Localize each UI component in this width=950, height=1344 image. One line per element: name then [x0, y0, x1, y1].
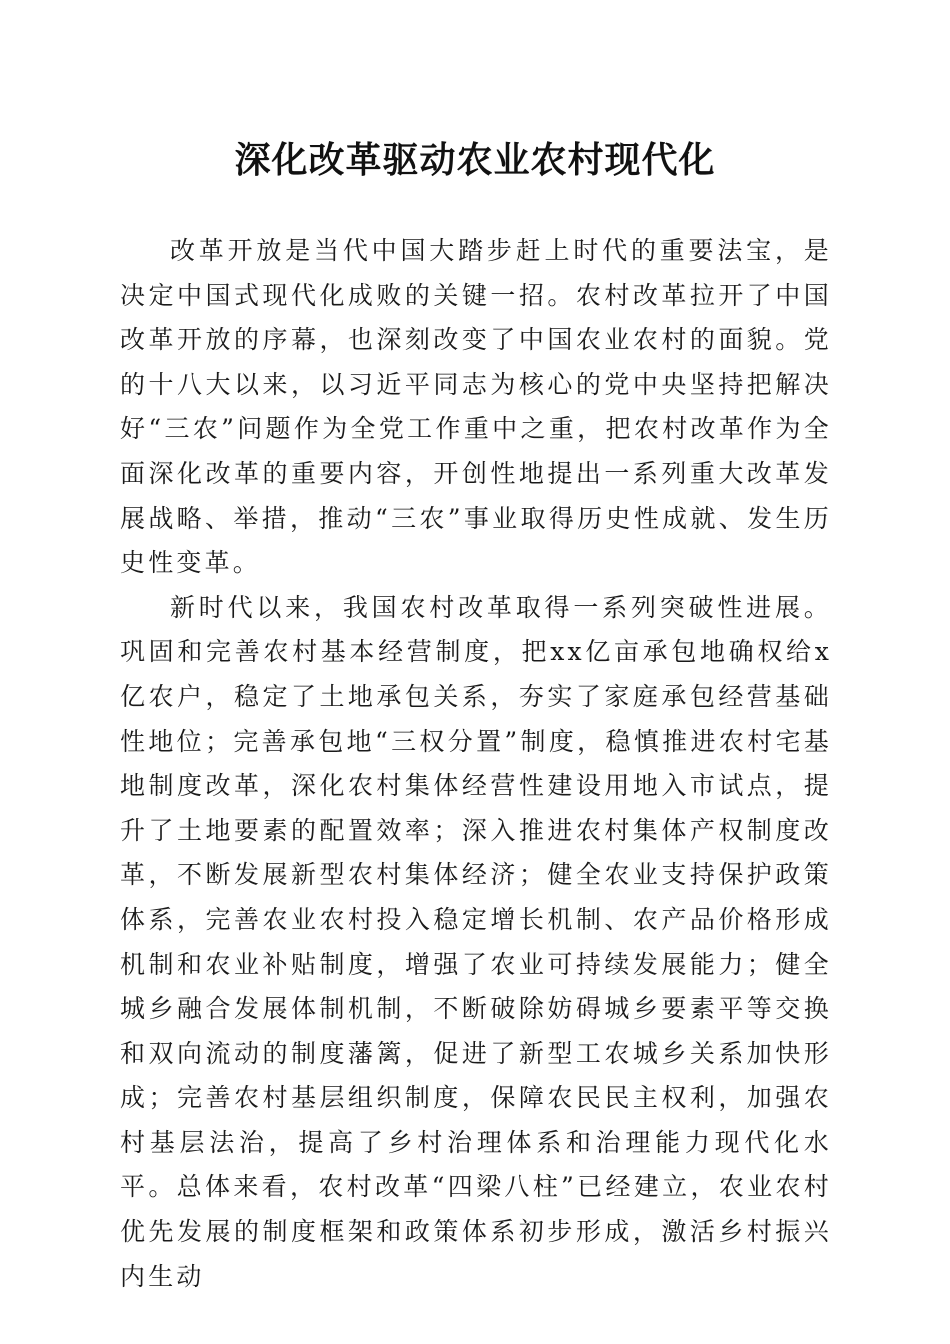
- document-title: 深化改革驱动农业农村现代化: [234, 139, 716, 181]
- document-body: [120, 229, 832, 1299]
- paragraph-1: 改革开放是当代中国大踏步赶上时代的重要法宝，是决定中国式现代化成败的关键一招。农村改革拉开了中国改革开放的序幕，也深刻改变了中国农业农村的面貌。党的十八大以来，以习近平同志为核心的党中央坚持把解决好“三农”问题作为全党工作重中之重，把农村改革作为全面深化改革的重要内容，开创性地提出一系列重大改革发展战略、举措，推动“三农”事业取得历史性成就、发生历史性变革。: [120, 236, 832, 578]
- paragraph-2: 新时代以来，我国农村改革取得一系列突破性进展。巩固和完善农村基本经营制度，把xx亿亩承包地确权给x亿农户，稳定了土地承包关系，夯实了家庭承包经营基础性地位；完善承包地“三权分置”制度，稳慎推进农村宅基地制度改革，深化农村集体经营性建设用地入市试点，提升了土地要素的配置效率；深入推进农村集体产权制度改革，不断发展新型农村集体经济；健全农业支持保护政策体系，完善农业农村投入稳定增长机制、农产品价格形成机制和农业补贴制度，增强了农业可持续发展能力；健全城乡融合发展体制机制，不断破除妨碍城乡要素平等交换和双向流动的制度藩篱，促进了新型工农城乡关系加快形成；完善农村基层组织制度，保障农民民主权利，加强农村基层法治，提高了乡村治理体系和治理能力现代化水平。总体来看，农村改革“四梁八柱”已经建立，农业农村优先发展的制度框架和政策体系初步形成，激活乡村振兴内生动: [120, 592, 832, 1291]
